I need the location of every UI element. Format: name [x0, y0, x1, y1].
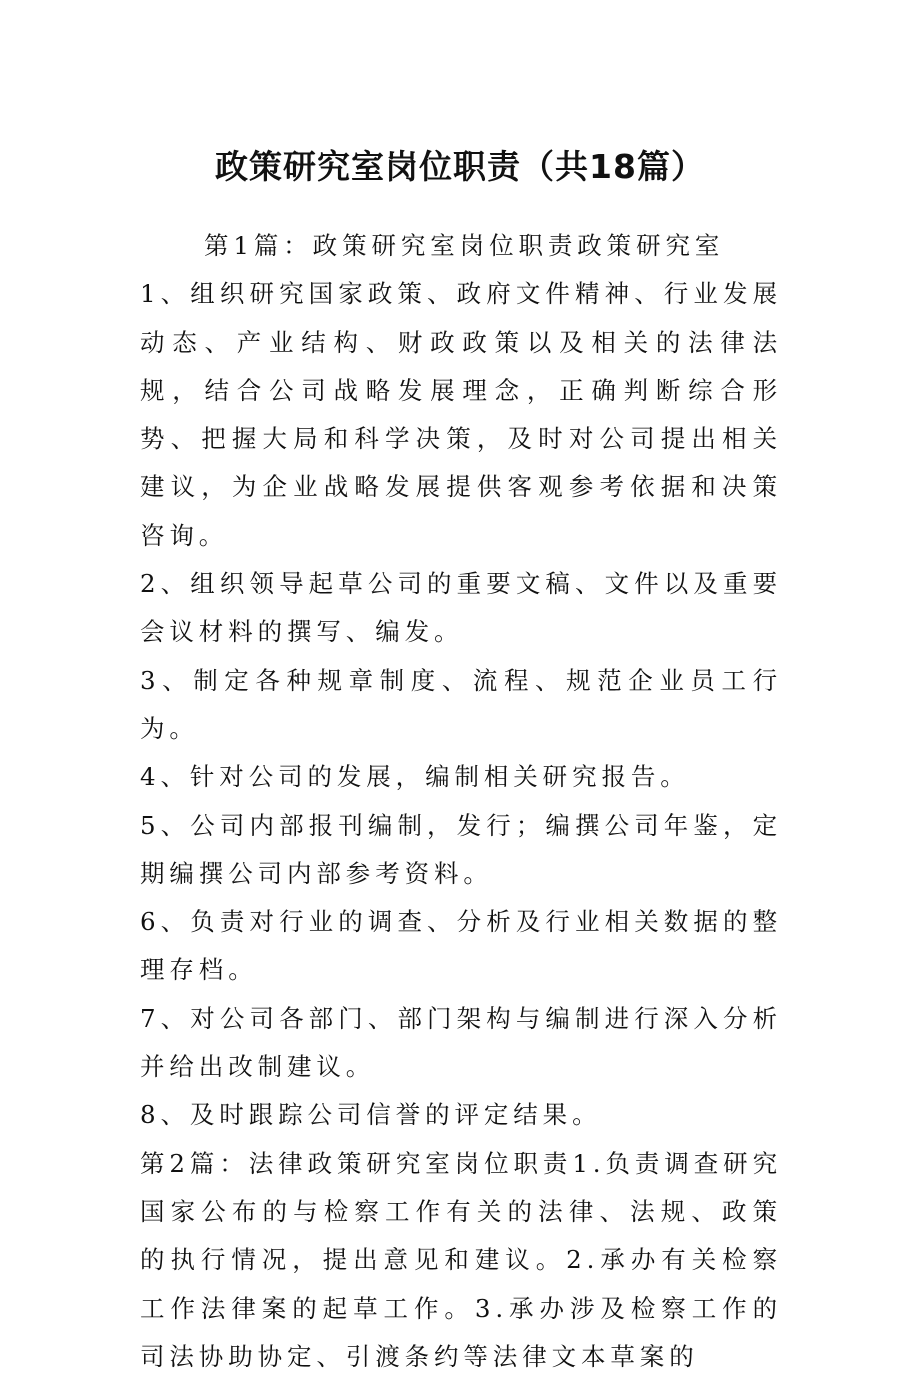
duty-item-3: 3、制定各种规章制度、流程、规范企业员工行为。 [140, 665, 782, 743]
document-body [140, 222, 782, 1381]
duty-item-2: 2、组织领导起草公司的重要文稿、文件以及重要会议材料的撰写、编发。 [140, 569, 782, 647]
duty-item-7: 7、对公司各部门、部门架构与编制进行深入分析并给出改制建议。 [140, 1003, 782, 1082]
document-title: 政策研究室岗位职责（共18篇） [215, 147, 705, 186]
chapter-1-heading: 第1篇：政策研究室岗位职责政策研究室 [204, 231, 725, 260]
duty-item-5: 5、公司内部报刊编制，发行；编撰公司年鉴，定期编撰公司内部参考资料。 [140, 810, 782, 888]
duty-item-1: 1、组织研究国家政策、政府文件精神、行业发展动态、产业结构、财政政策以及相关的法律法规，结合公司战略发展理念，正确判断综合形势、把握大局和科学决策，及时对公司提出相关建议，为企业战略发展提供客观参考依据和决策咨询。 [140, 279, 782, 550]
duty-item-8: 8、及时跟踪公司信誉的评定结果。 [140, 1100, 602, 1130]
chapter-2-paragraph: 第2篇：法律政策研究室岗位职责1.负责调查研究国家公布的与检察工作有关的法律、法规、政策的执行情况，提出意见和建议。2.承办有关检察工作法律案的起草工作。3.承办涉及检察工作的司法协助协定、引渡条约等法律文本草案的 [140, 1148, 782, 1371]
duty-item-6: 6、负责对行业的调查、分析及行业相关数据的整理存档。 [140, 907, 782, 985]
duty-item-4: 4、针对公司的发展，编制相关研究报告。 [140, 762, 690, 792]
